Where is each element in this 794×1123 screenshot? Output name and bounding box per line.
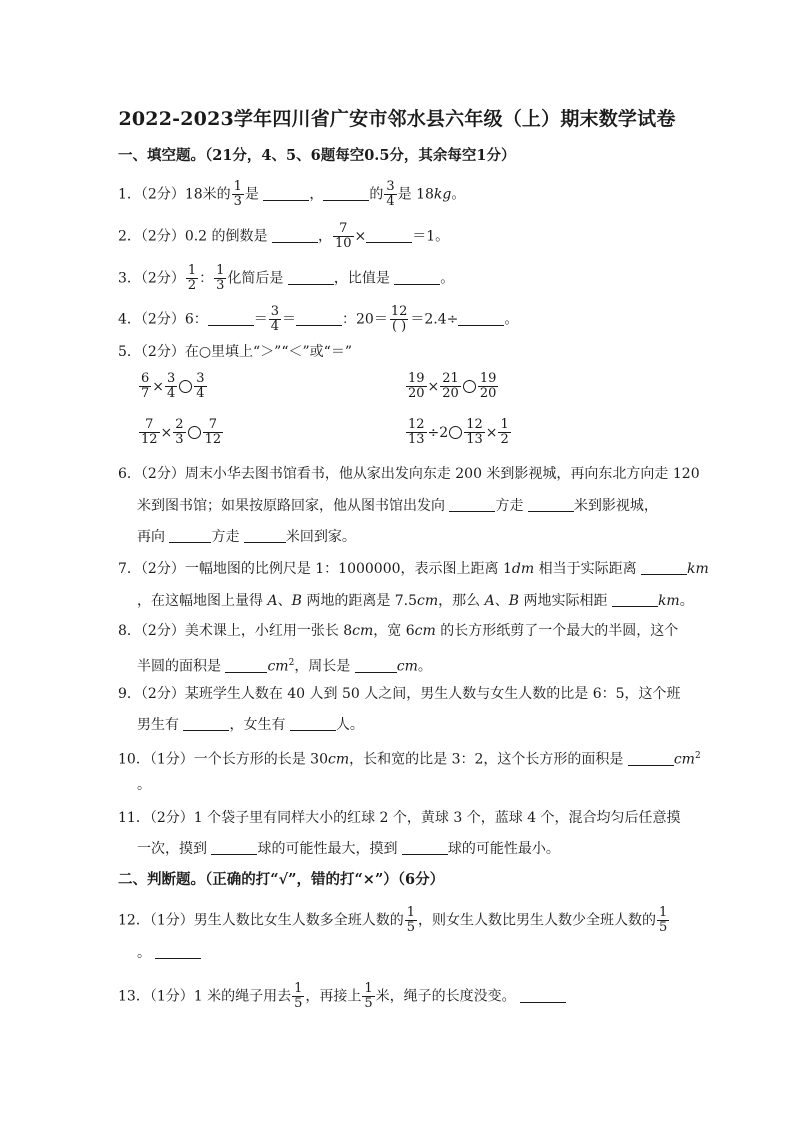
answer-blank[interactable] (155, 944, 201, 959)
question-2: 2．（2分）0.2 的倒数是 ， $\frac{7}{10}$ × ＝1。 (118, 221, 450, 251)
answer-blank[interactable] (296, 311, 342, 326)
compare-item: $\frac{7}{12}$ × $\frac{2}{3}$ $\frac{7}{12}$ (141, 417, 222, 447)
fraction: $\frac{1}{5}$ (364, 981, 373, 1011)
compare-item: $\frac{12}{13}$ ÷2 $\frac{12}{13}$ × $\frac{1}{2}$ (408, 417, 509, 447)
question-7: 7．（2分）一幅地图的比例尺是 1：1000000，表示图上距离 1dm 相当于实际距离 km (118, 561, 709, 577)
question-4: 4．（2分）6： ＝ $\frac{3}{4}$ ＝ ：20＝ $\frac{12}{( )}$ ＝2.4÷ 。 (118, 304, 519, 334)
fraction: $\frac{1}{5}$ (406, 905, 416, 935)
fraction: $\frac{3}{4}$ (386, 179, 395, 209)
question-11: 11．（2分）1 个袋子里有同样大小的红球 2 个，黄球 3 个，蓝球 4 个，混合均匀后任意摸 (118, 810, 681, 826)
fraction: $\frac{1}{3}$ (233, 179, 242, 209)
question-7-line-2: ，在这幅地图上量得 A、B 两地的距离是 7.5cm，那么 A、B 两地实际相距 km。 (137, 593, 694, 609)
answer-blank[interactable] (458, 311, 504, 326)
answer-blank[interactable] (394, 270, 440, 285)
answer-blank[interactable] (520, 988, 566, 1003)
answer-blank[interactable] (288, 270, 334, 285)
question-6-line-3: 再向 方走 米回到家。 (137, 529, 356, 545)
question-1: 1．（2分）18米的 $\frac{1}{3}$ 是 ， 的 $\frac{3}{4}$ 是 18kg。 (118, 179, 466, 209)
answer-blank[interactable] (402, 840, 448, 855)
fraction: $\frac{1}{5}$ (659, 905, 668, 935)
compare-circle[interactable] (188, 426, 201, 439)
answer-blank[interactable] (208, 311, 254, 326)
question-9: 9．（2分）某班学生人数在 40 人到 50 人之间，男生人数与女生人数的比是 6：5，这个班 (118, 686, 681, 702)
question-8: 8．（2分）美术课上，小红用一张长 8cm，宽 6cm 的长方形纸剪了一个最大的半圆，这个 (118, 623, 679, 639)
compare-item: $\frac{6}{7}$ × $\frac{3}{4}$ $\frac{3}{4}$ (141, 371, 205, 401)
compare-item: $\frac{19}{20}$ × $\frac{21}{20}$ $\frac{19}{20}$ (408, 371, 497, 401)
fraction: $\frac{7}{10}$ (334, 221, 352, 251)
question-12: 12．（1分）男生人数比女生人数多全班人数的 $\frac{1}{5}$ ，则女生人数比男生人数少全班人数的 $\frac{1}{5}$ (118, 905, 668, 935)
answer-blank[interactable] (612, 592, 658, 607)
compare-circle[interactable] (449, 426, 462, 439)
compare-circle[interactable] (179, 380, 192, 393)
fraction: $\frac{12}{( )}$ (390, 304, 408, 334)
question-9-line-2: 男生有 ，女生有 人。 (137, 717, 364, 733)
section-2-heading: 二、判断题。（正确的打“√”，错的打“×”）（6分） (118, 871, 445, 888)
compare-circle[interactable] (463, 380, 476, 393)
answer-blank[interactable] (211, 840, 257, 855)
fraction: $\frac{1}{5}$ (294, 981, 303, 1011)
answer-blank[interactable] (169, 528, 211, 543)
question-10-line-2: 。 (137, 777, 151, 793)
fraction: $\frac{1}{3}$ (216, 263, 225, 293)
question-6-line-2: 米到图书馆；如果按原路回家，他从图书馆出发向 方走 米到影视城， (137, 498, 658, 514)
question-6: 6．（2分）周末小华去图书馆看书，他从家出发向东走 200 米到影视城，再向东北方向走 120 (118, 466, 700, 482)
answer-blank[interactable] (183, 716, 229, 731)
question-8-line-2: 半圆的面积是 $cm^2$，周长是 cm。 (137, 658, 432, 675)
answer-blank[interactable] (641, 560, 687, 575)
answer-blank[interactable] (225, 658, 267, 673)
answer-blank[interactable] (528, 497, 574, 512)
answer-blank[interactable] (272, 228, 318, 243)
answer-blank[interactable] (366, 228, 412, 243)
fraction: $\frac{3}{4}$ (270, 304, 280, 334)
answer-blank[interactable] (323, 186, 369, 201)
question-11-line-2: 一次，摸到 球的可能性最大，摸到 球的可能性最小。 (137, 841, 560, 857)
answer-blank[interactable] (628, 751, 674, 766)
answer-blank[interactable] (290, 716, 336, 731)
exam-title: 2022-2023学年四川省广安市邻水县六年级（上）期末数学试卷 (118, 108, 676, 130)
answer-blank[interactable] (244, 528, 286, 543)
fraction: $\frac{1}{2}$ (187, 263, 197, 293)
section-1-heading: 一、填空题。（21分，4、5、6题每空0.5分，其余每空1分） (118, 147, 516, 164)
question-10: 10．（1分）一个长方形的长是 30cm，长和宽的比是 3：2，这个长方形的面积是 $cm^2$ (118, 751, 701, 768)
question-5: 5．（2分）在○里填上“＞”“＜”或“＝” (118, 344, 352, 360)
answer-blank[interactable] (263, 186, 309, 201)
question-13: 13．（1分）1 米的绳子用去 $\frac{1}{5}$ ，再接上 $\frac{1}{5}$ 米，绳子的长度没变。 (118, 982, 566, 1011)
question-12-line-2: 。 (137, 943, 201, 963)
question-3: 3．（2分） $\frac{1}{2}$ ： $\frac{1}{3}$ 化简后是 ，比值是 。 (118, 263, 455, 293)
answer-blank[interactable] (355, 658, 397, 673)
answer-blank[interactable] (449, 497, 495, 512)
